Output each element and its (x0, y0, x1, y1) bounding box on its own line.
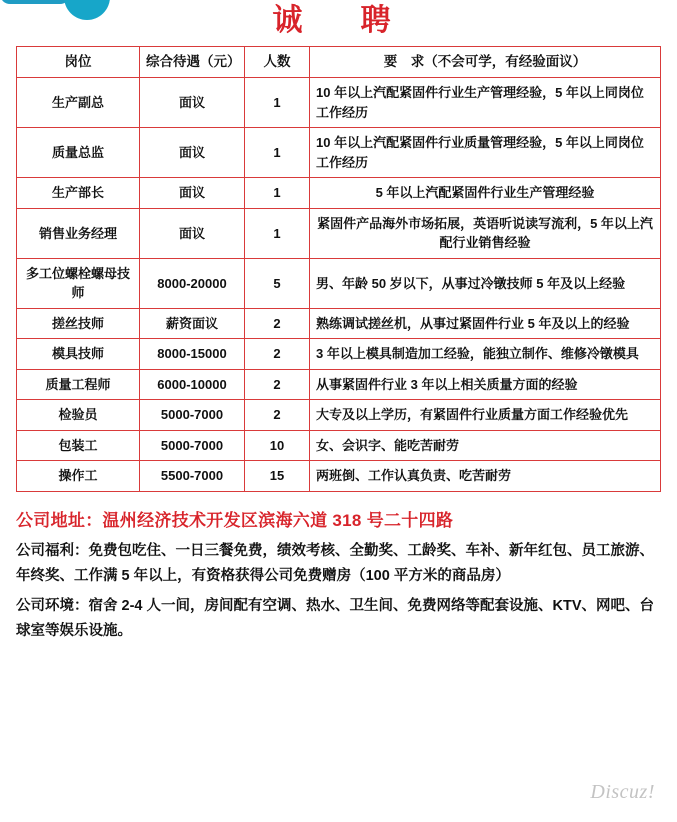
table-row (17, 461, 661, 492)
cell-pay: 5000-7000 (140, 400, 245, 431)
cell-position: 质量工程师 (17, 369, 140, 400)
cell-pay: 面议 (140, 78, 245, 128)
table-row (17, 78, 661, 128)
company-address: 公司地址：温州经济技术开发区滨海六道 318 号二十四路 (16, 510, 454, 530)
table-row (17, 258, 661, 308)
cell-count: 2 (245, 400, 310, 431)
column-header-count: 人数 (245, 47, 310, 78)
cell-pay: 面议 (140, 128, 245, 178)
cell-pay: 6000-10000 (140, 369, 245, 400)
logo-mark-secondary (0, 0, 70, 4)
cell-requirements: 两班倒、工作认真负责、吃苦耐劳 (310, 461, 661, 492)
cell-requirements: 10 年以上汽配紧固件行业质量管理经验，5 年以上同岗位工作经历 (310, 128, 661, 178)
footer-info (16, 506, 661, 644)
cell-position: 多工位螺栓螺母技师 (17, 258, 140, 308)
cell-pay: 5500-7000 (140, 461, 245, 492)
company-welfare: 公司福利：免费包吃住、一日三餐免费，绩效考核、全勤奖、工龄奖、车补、新年红包、员工旅游、年终奖、工作满 5 年以上，有资格获得公司免费赠房（100 平方米的商品房） (16, 542, 654, 584)
company-environment: 公司环境：宿舍 2-4 人一间，房间配有空调、热水、卫生间、免费网络等配套设施、KTV、网吧、台球室等娱乐设施。 (16, 597, 655, 639)
cell-pay: 面议 (140, 208, 245, 258)
cell-position: 销售业务经理 (17, 208, 140, 258)
cell-requirements: 10 年以上汽配紧固件行业生产管理经验，5 年以上同岗位工作经历 (310, 78, 661, 128)
cell-position: 生产部长 (17, 178, 140, 209)
cell-count: 1 (245, 78, 310, 128)
cell-position: 操作工 (17, 461, 140, 492)
table-row (17, 208, 661, 258)
cell-position: 质量总监 (17, 128, 140, 178)
cell-count: 10 (245, 430, 310, 461)
cell-requirements: 5 年以上汽配紧固件行业生产管理经验 (310, 178, 661, 209)
cell-pay: 面议 (140, 178, 245, 209)
cell-count: 1 (245, 208, 310, 258)
cell-requirements: 女、会识字、能吃苦耐劳 (310, 430, 661, 461)
watermark: Discuz! (590, 781, 655, 803)
cell-position: 搓丝技师 (17, 308, 140, 339)
table-row (17, 400, 661, 431)
cell-count: 15 (245, 461, 310, 492)
cell-count: 2 (245, 339, 310, 370)
cell-position: 检验员 (17, 400, 140, 431)
cell-pay: 8000-20000 (140, 258, 245, 308)
table-row (17, 178, 661, 209)
column-header-position: 岗位 (17, 47, 140, 78)
column-header-requirements: 要 求（不会可学，有经验面议） (310, 47, 661, 78)
cell-count: 1 (245, 128, 310, 178)
cell-requirements: 3 年以上模具制造加工经验，能独立制作、维修冷镦模具 (310, 339, 661, 370)
cell-requirements: 熟练调试搓丝机，从事过紧固件行业 5 年及以上的经验 (310, 308, 661, 339)
table-header-row (17, 47, 661, 78)
table-row (17, 308, 661, 339)
cell-position: 包装工 (17, 430, 140, 461)
cell-position: 生产副总 (17, 78, 140, 128)
cell-requirements: 从事紧固件行业 3 年以上相关质量方面的经验 (310, 369, 661, 400)
cell-count: 2 (245, 369, 310, 400)
column-header-pay: 综合待遇（元） (140, 47, 245, 78)
cell-pay: 薪资面议 (140, 308, 245, 339)
cell-pay: 8000-15000 (140, 339, 245, 370)
cell-requirements: 男、年龄 50 岁以下，从事过冷镦技师 5 年及以上经验 (310, 258, 661, 308)
table-row (17, 128, 661, 178)
cell-pay: 5000-7000 (140, 430, 245, 461)
page-title: 诚 聘 (272, 4, 405, 37)
table-row (17, 430, 661, 461)
cell-count: 1 (245, 178, 310, 209)
job-listing-table (16, 46, 661, 492)
cell-requirements: 紧固件产品海外市场拓展，英语听说读写流利，5 年以上汽配行业销售经验 (310, 208, 661, 258)
cell-count: 2 (245, 308, 310, 339)
cell-count: 5 (245, 258, 310, 308)
table-row (17, 339, 661, 370)
table-row (17, 369, 661, 400)
cell-position: 模具技师 (17, 339, 140, 370)
cell-requirements: 大专及以上学历，有紧固件行业质量方面工作经验优先 (310, 400, 661, 431)
